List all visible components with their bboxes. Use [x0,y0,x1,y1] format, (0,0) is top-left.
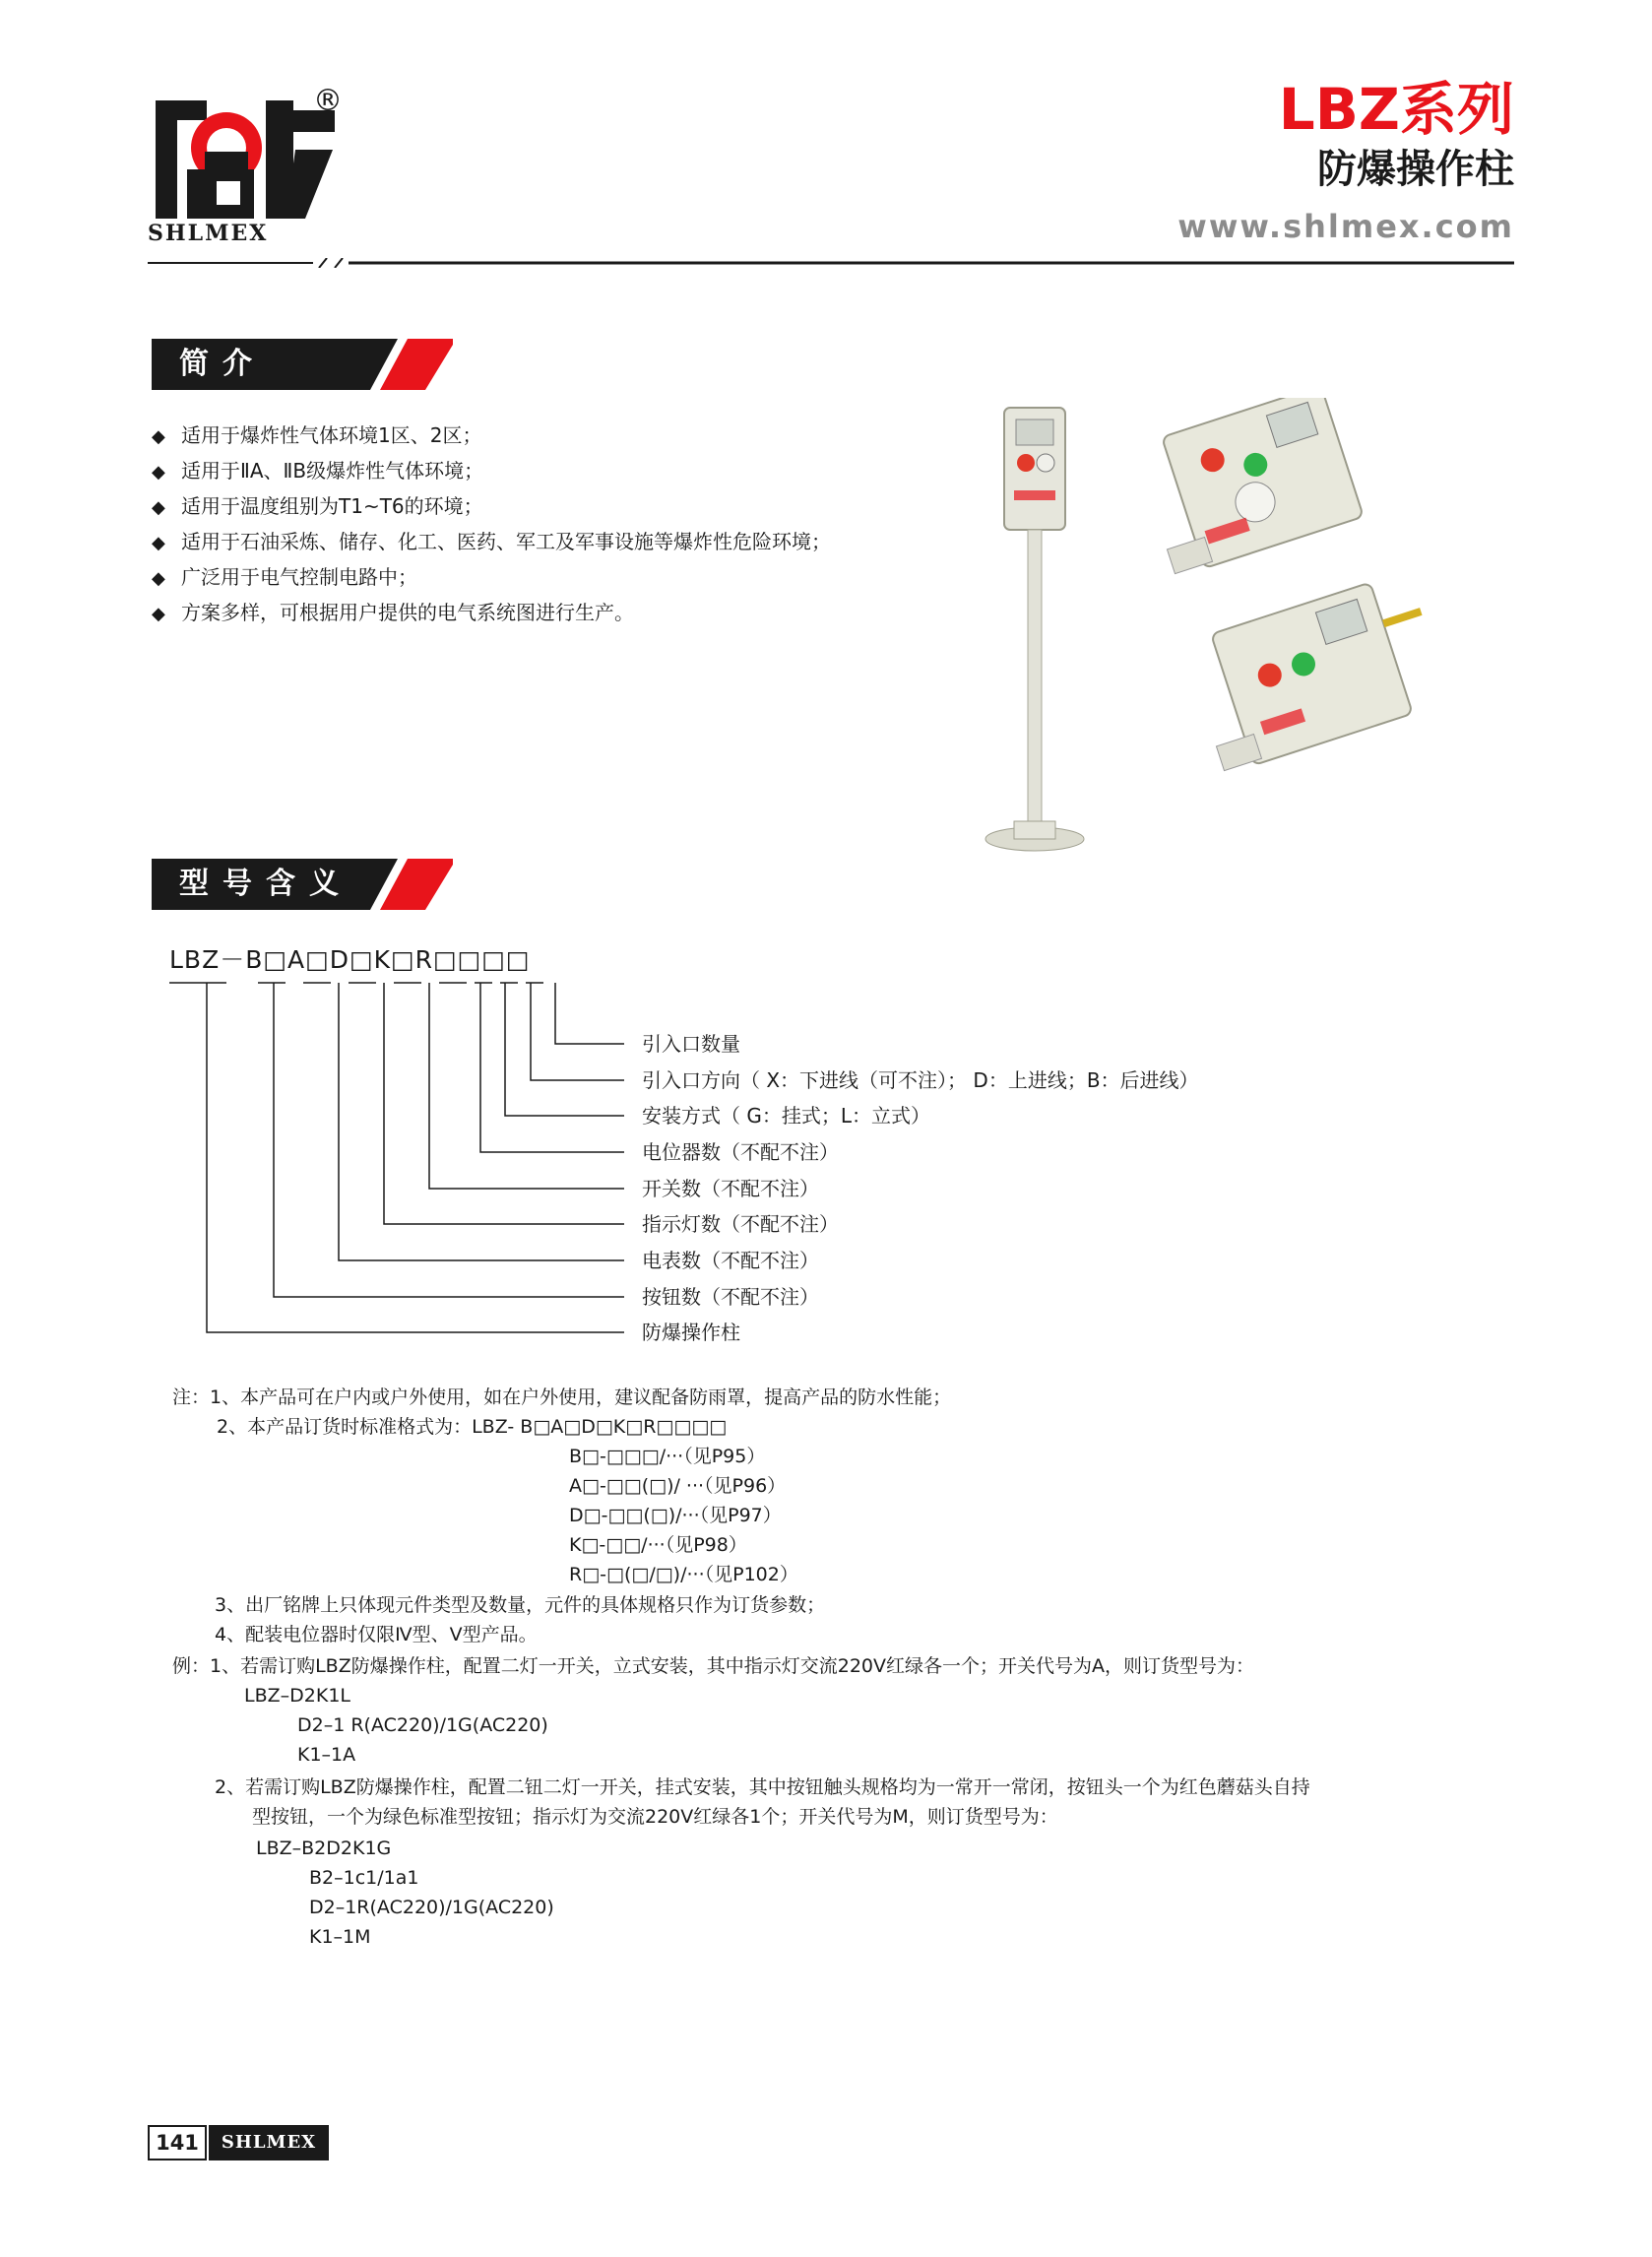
list-item: ◆ 适用于温度组别为T1~T6的环境； [152,488,831,524]
model-label: 防爆操作柱 [642,1321,740,1344]
section-intro-header [152,339,453,390]
list-item: ◆ 适用于ⅡA、ⅡB级爆炸性气体环境； [152,453,831,488]
example-2-buttons: B2–1c1/1a1 [309,1867,419,1889]
registered-mark: ® [313,84,343,118]
model-label: 引入口方向（ X：下进线（可不注）； D：上进线；B：后进线） [642,1068,1199,1092]
model-code-diagram [148,975,1034,1369]
list-item: ◆ 适用于石油采炼、储存、化工、医药、军工及军事设施等爆炸性危险环境； [152,524,831,559]
example-2-model: LBZ–B2D2K1G [256,1838,392,1859]
example-1: 例：1、若需订购LBZ防爆操作柱，配置二灯一开关，立式安装，其中指示灯交流220V红绿各一个；开关代号为A，则订货型号为： [172,1655,1254,1677]
format-r: R□-□(□/□)/···（见P102） [569,1564,798,1585]
model-label: 按钮数（不配不注） [642,1285,819,1309]
example-2-lamps: D2–1R(AC220)/1G(AC220) [309,1897,554,1918]
list-item: ◆ 适用于爆炸性气体环境1区、2区； [152,418,831,453]
format-a: A□-□□(□)/ ···（见P96） [569,1475,787,1497]
model-label: 电位器数（不配不注） [642,1140,839,1164]
section-model-title: 型号含义 [179,867,352,901]
list-item: ◆ 方案多样，可根据用户提供的电气系统图进行生产。 [152,595,831,630]
diamond-bullet-icon: ◆ [152,533,165,553]
intro-list [152,418,831,630]
product-subtitle: 防爆操作柱 [1317,147,1514,192]
model-label: 引入口数量 [642,1032,740,1056]
note-2: 2、本产品订货时标准格式为：LBZ- B□A□D□K□R□□□□ [217,1416,728,1438]
model-label: 开关数（不配不注） [642,1177,819,1200]
example-1-lamps: D2–1 R(AC220)/1G(AC220) [297,1714,548,1736]
note-3: 3、出厂铭牌上只体现元件类型及数量，元件的具体规格只作为订货参数； [215,1594,826,1616]
format-d: D□-□□(□)/···（见P97） [569,1505,782,1526]
model-label: 指示灯数（不配不注） [642,1212,839,1236]
control-box-image-top [1133,398,1363,577]
footer-brand: SHLMEX [209,2125,329,2160]
diamond-bullet-icon: ◆ [152,604,165,624]
control-box-image-bottom [1182,570,1450,774]
diamond-bullet-icon: ◆ [152,497,165,518]
example-1-model: LBZ–D2K1L [244,1685,350,1707]
section-model-header [152,859,453,910]
format-k: K□-□□/···（见P98） [569,1534,747,1556]
logo-wordmark: SHLMEX [148,221,269,246]
example-2: 2、若需订购LBZ防爆操作柱，配置二钮二灯一开关，挂式安装，其中按钮触头规格均为一常开一常闭，按钮头一个为红色蘑菇头自持 [215,1776,1310,1798]
product-photo [965,398,1477,871]
header-divider [148,258,1514,268]
section-intro-title: 简介 [179,347,266,381]
diamond-bullet-icon: ◆ [152,462,165,483]
model-label: 安装方式（ G：挂式；L：立式） [642,1104,930,1128]
example-1-switch: K1–1A [297,1744,356,1766]
website-url: www.shlmex.com [1177,208,1514,245]
note-4: 4、配装电位器时仅限Ⅳ型、Ⅴ型产品。 [215,1624,538,1645]
example-2-cont: 型按钮，一个为绿色标准型按钮；指示灯为交流220V红绿各1个；开关代号为M，则订货型号为： [252,1806,1058,1828]
list-item: ◆ 广泛用于电气控制电路中； [152,559,831,595]
format-b: B□-□□□/···（见P95） [569,1446,766,1467]
model-code: LBZ－B□A□D□K□R□□□□ [169,945,531,974]
page-number: 141 [148,2125,207,2160]
example-2-switch: K1–1M [309,1926,371,1948]
diamond-bullet-icon: ◆ [152,568,165,589]
model-label: 电表数（不配不注） [642,1249,819,1272]
series-title: LBZ系列 [1278,76,1514,143]
diamond-bullet-icon: ◆ [152,426,165,447]
note-1: 注：1、本产品可在户内或户外使用，如在户外使用，建议配备防雨罩，提高产品的防水性能； [172,1386,952,1408]
pillar-unit-image [985,408,1084,851]
